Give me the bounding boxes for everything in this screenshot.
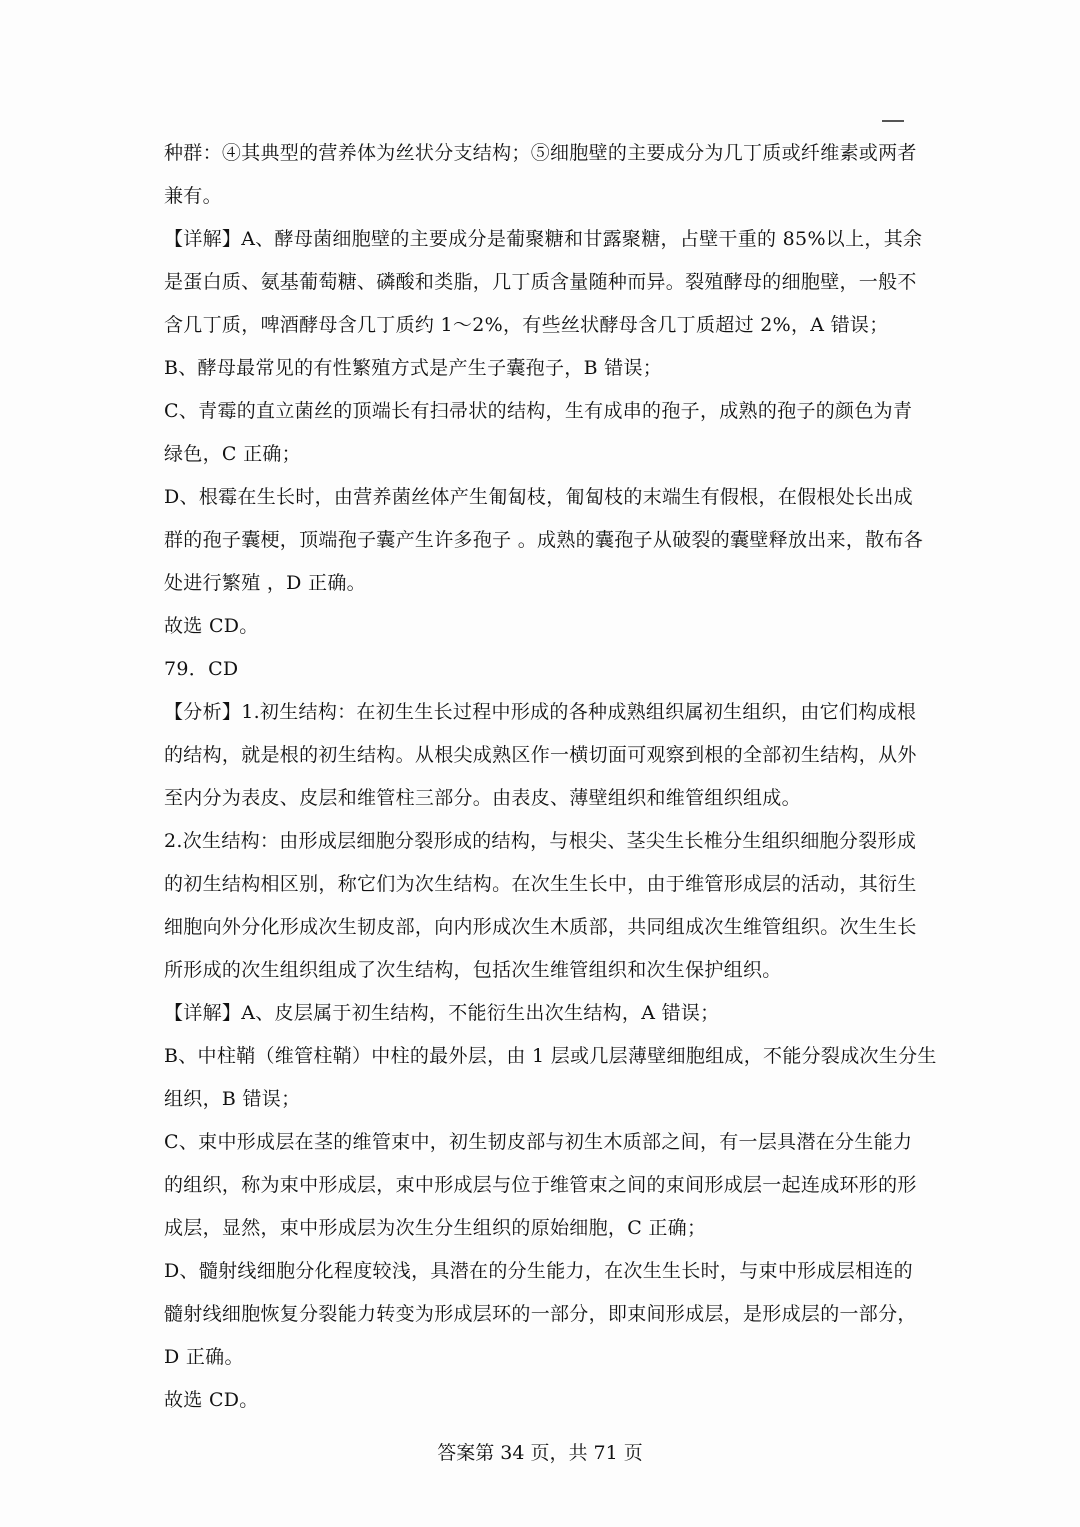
text-line: 【分析】1.初生结构：在初生生长过程中形成的各种成熟组织属初生组织，由它们构成根 [164,701,917,723]
text-line: 2.次生结构：由形成层细胞分裂形成的结构，与根尖、茎尖生长椎分生组织细胞分裂形成 [164,830,917,852]
text-line: B、中柱鞘（维管柱鞘）中柱的最外层，由 1 层或几层薄壁细胞组成，不能分裂成次生分生 [164,1045,937,1067]
text-line: 群的孢子囊梗，顶端孢子囊产生许多孢子 。成熟的囊孢子从破裂的囊壁释放出来，散布各 [164,529,924,551]
text-line: 至内分为表皮、皮层和维管柱三部分。由表皮、薄壁组织和维管组织组成。 [164,787,801,809]
text-line: C、青霉的直立菌丝的顶端长有扫帚状的结构，生有成串的孢子，成熟的孢子的颜色为青 [164,400,913,422]
text-line: 【详解】A、酵母菌细胞壁的主要成分是葡聚糖和甘露聚糖，占壁干重的 85%以上，其余 [164,228,923,250]
text-line: 髓射线细胞恢复分裂能力转变为形成层环的一部分，即束间形成层，是形成层的一部分， [164,1303,917,1325]
text-line: 的结构，就是根的初生结构。从根尖成熟区作一横切面可观察到根的全部初生结构，从外 [164,744,917,766]
text-line: 成层，显然，束中形成层为次生分生组织的原始细胞，C 正确； [164,1217,707,1239]
text-line: 种群：④其典型的营养体为丝状分支结构；⑤细胞壁的主要成分为几丁质或纤维素或两者 [164,142,917,164]
text-line: 细胞向外分化形成次生韧皮部，向内形成次生木质部，共同组成次生维管组织。次生生长 [164,916,917,938]
text-line: C、束中形成层在茎的维管束中，初生韧皮部与初生木质部之间，有一层具潜在分生能力 [164,1131,913,1153]
text-line: 的初生结构相区别，称它们为次生结构。在次生生长中，由于维管形成层的活动，其衍生 [164,873,917,895]
page-footer: 答案第 34 页，共 71 页 [437,1442,643,1464]
text-line: 的组织，称为束中形成层，束中形成层与位于维管束之间的束间形成层一起连成环形的形 [164,1174,917,1196]
text-line: 含几丁质，啤酒酵母含几丁质约 1～2%，有些丝状酵母含几丁质超过 2%，A 错误； [164,314,889,336]
text-line: 【详解】A、皮层属于初生结构，不能衍生出次生结构，A 错误； [164,1002,720,1024]
text-line: 是蛋白质、氨基葡萄糖、磷酸和类脂，几丁质含量随种而异。裂殖酵母的细胞壁，一般不 [164,271,917,293]
corner-mark [882,120,904,122]
text-line: 故选 CD。 [164,615,259,637]
text-line: D、根霉在生长时，由营养菌丝体产生匍匐枝，匍匐枝的末端生有假根，在假根处长出成 [164,486,913,508]
text-line: 故选 CD。 [164,1389,259,1411]
question-number: 79．CD [164,658,239,680]
text-line: D 正确。 [164,1346,244,1368]
text-line: 组织，B 错误； [164,1088,301,1110]
text-line: 绿色，C 正确； [164,443,301,465]
text-line: 处进行繁殖 ，D 正确。 [164,572,366,594]
answer-body [164,132,937,1422]
text-line: B、酵母最常见的有性繁殖方式是产生子囊孢子，B 错误； [164,357,663,379]
text-line: 所形成的次生组织组成了次生结构，包括次生维管组织和次生保护组织。 [164,959,782,981]
text-line: 兼有。 [164,185,222,207]
text-line: D、髓射线细胞分化程度较浅，具潜在的分生能力，在次生生长时，与束中形成层相连的 [164,1260,913,1282]
